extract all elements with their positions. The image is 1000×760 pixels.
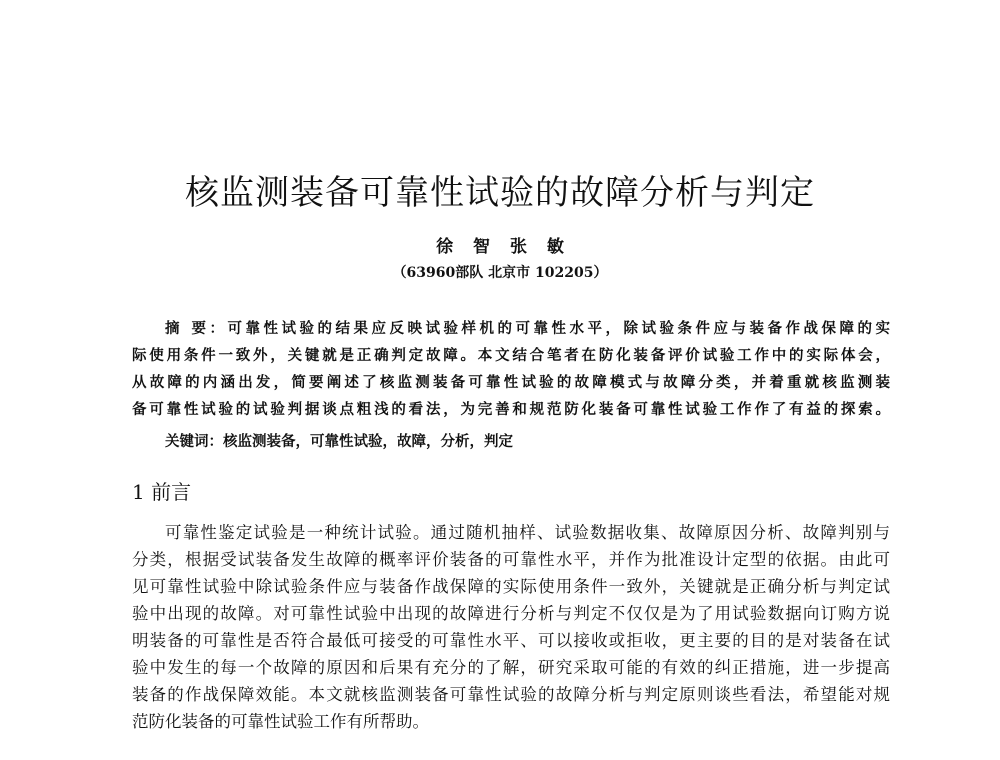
affiliation: （63960部队 北京市 102205） <box>392 265 608 281</box>
keywords-text: 核监测装备，可靠性试验，故障，分析，判定 <box>223 433 513 450</box>
abstract-text: 可靠性试验的结果应反映试验样机的可靠性水平，除试验条件应与装备作战保障的实 <box>227 320 890 337</box>
body-line: 见可靠性试验中除试验条件应与装备作战保障的实际使用条件一致外，关键就是正确分析与判定试 <box>132 577 890 596</box>
body-line: 分类，根据受试装备发生故障的概率评价装备的可靠性水平，并作为批准设计定型的依据。由此可 <box>132 550 890 569</box>
body-line: 范防化装备的可靠性试验工作有所帮助。 <box>132 712 429 731</box>
body-line: 可靠性鉴定试验是一种统计试验。通过随机抽样、试验数据收集、故障原因分析、故障判别与 <box>165 523 890 542</box>
body-line: 验中出现的故障。对可靠性试验中出现的故障进行分析与判定不仅仅是为了用试验数据向订购方说 <box>132 604 890 623</box>
abstract-line: 备可靠性试验的试验判据谈点粗浅的看法，为完善和规范防化装备可靠性试验工作作了有益的探索。 <box>132 401 890 418</box>
body-line: 验中发生的每一个故障的原因和后果有充分的了解，研究采取可能的有效的纠正措施，进一步提高 <box>132 658 890 677</box>
section-heading: 1 前言 <box>132 480 192 504</box>
paper-title: 核监测装备可靠性试验的故障分析与判定 <box>185 173 815 213</box>
body-line: 明装备的可靠性是否符合最低可接受的可靠性水平、可以接收或拒收，更主要的目的是对装备在试 <box>132 631 890 650</box>
keywords-label: 关键词： <box>165 433 223 450</box>
abstract-line <box>165 317 890 338</box>
abstract-line: 从故障的内涵出发，简要阐述了核监测装备可靠性试验的故障模式与故障分类，并着重就核监测装 <box>132 374 890 391</box>
abstract-label: 摘 要： <box>165 320 228 337</box>
abstract-line: 际使用条件一致外，关键就是正确判定故障。本文结合笔者在防化装备评价试验工作中的实际体会， <box>132 347 890 364</box>
authors: 徐 智 张 敏 <box>436 237 564 257</box>
body-line: 装备的作战保障效能。本文就核监测装备可靠性试验的故障分析与判定原则谈些看法，希望能对规 <box>132 685 890 704</box>
keywords <box>165 430 513 451</box>
